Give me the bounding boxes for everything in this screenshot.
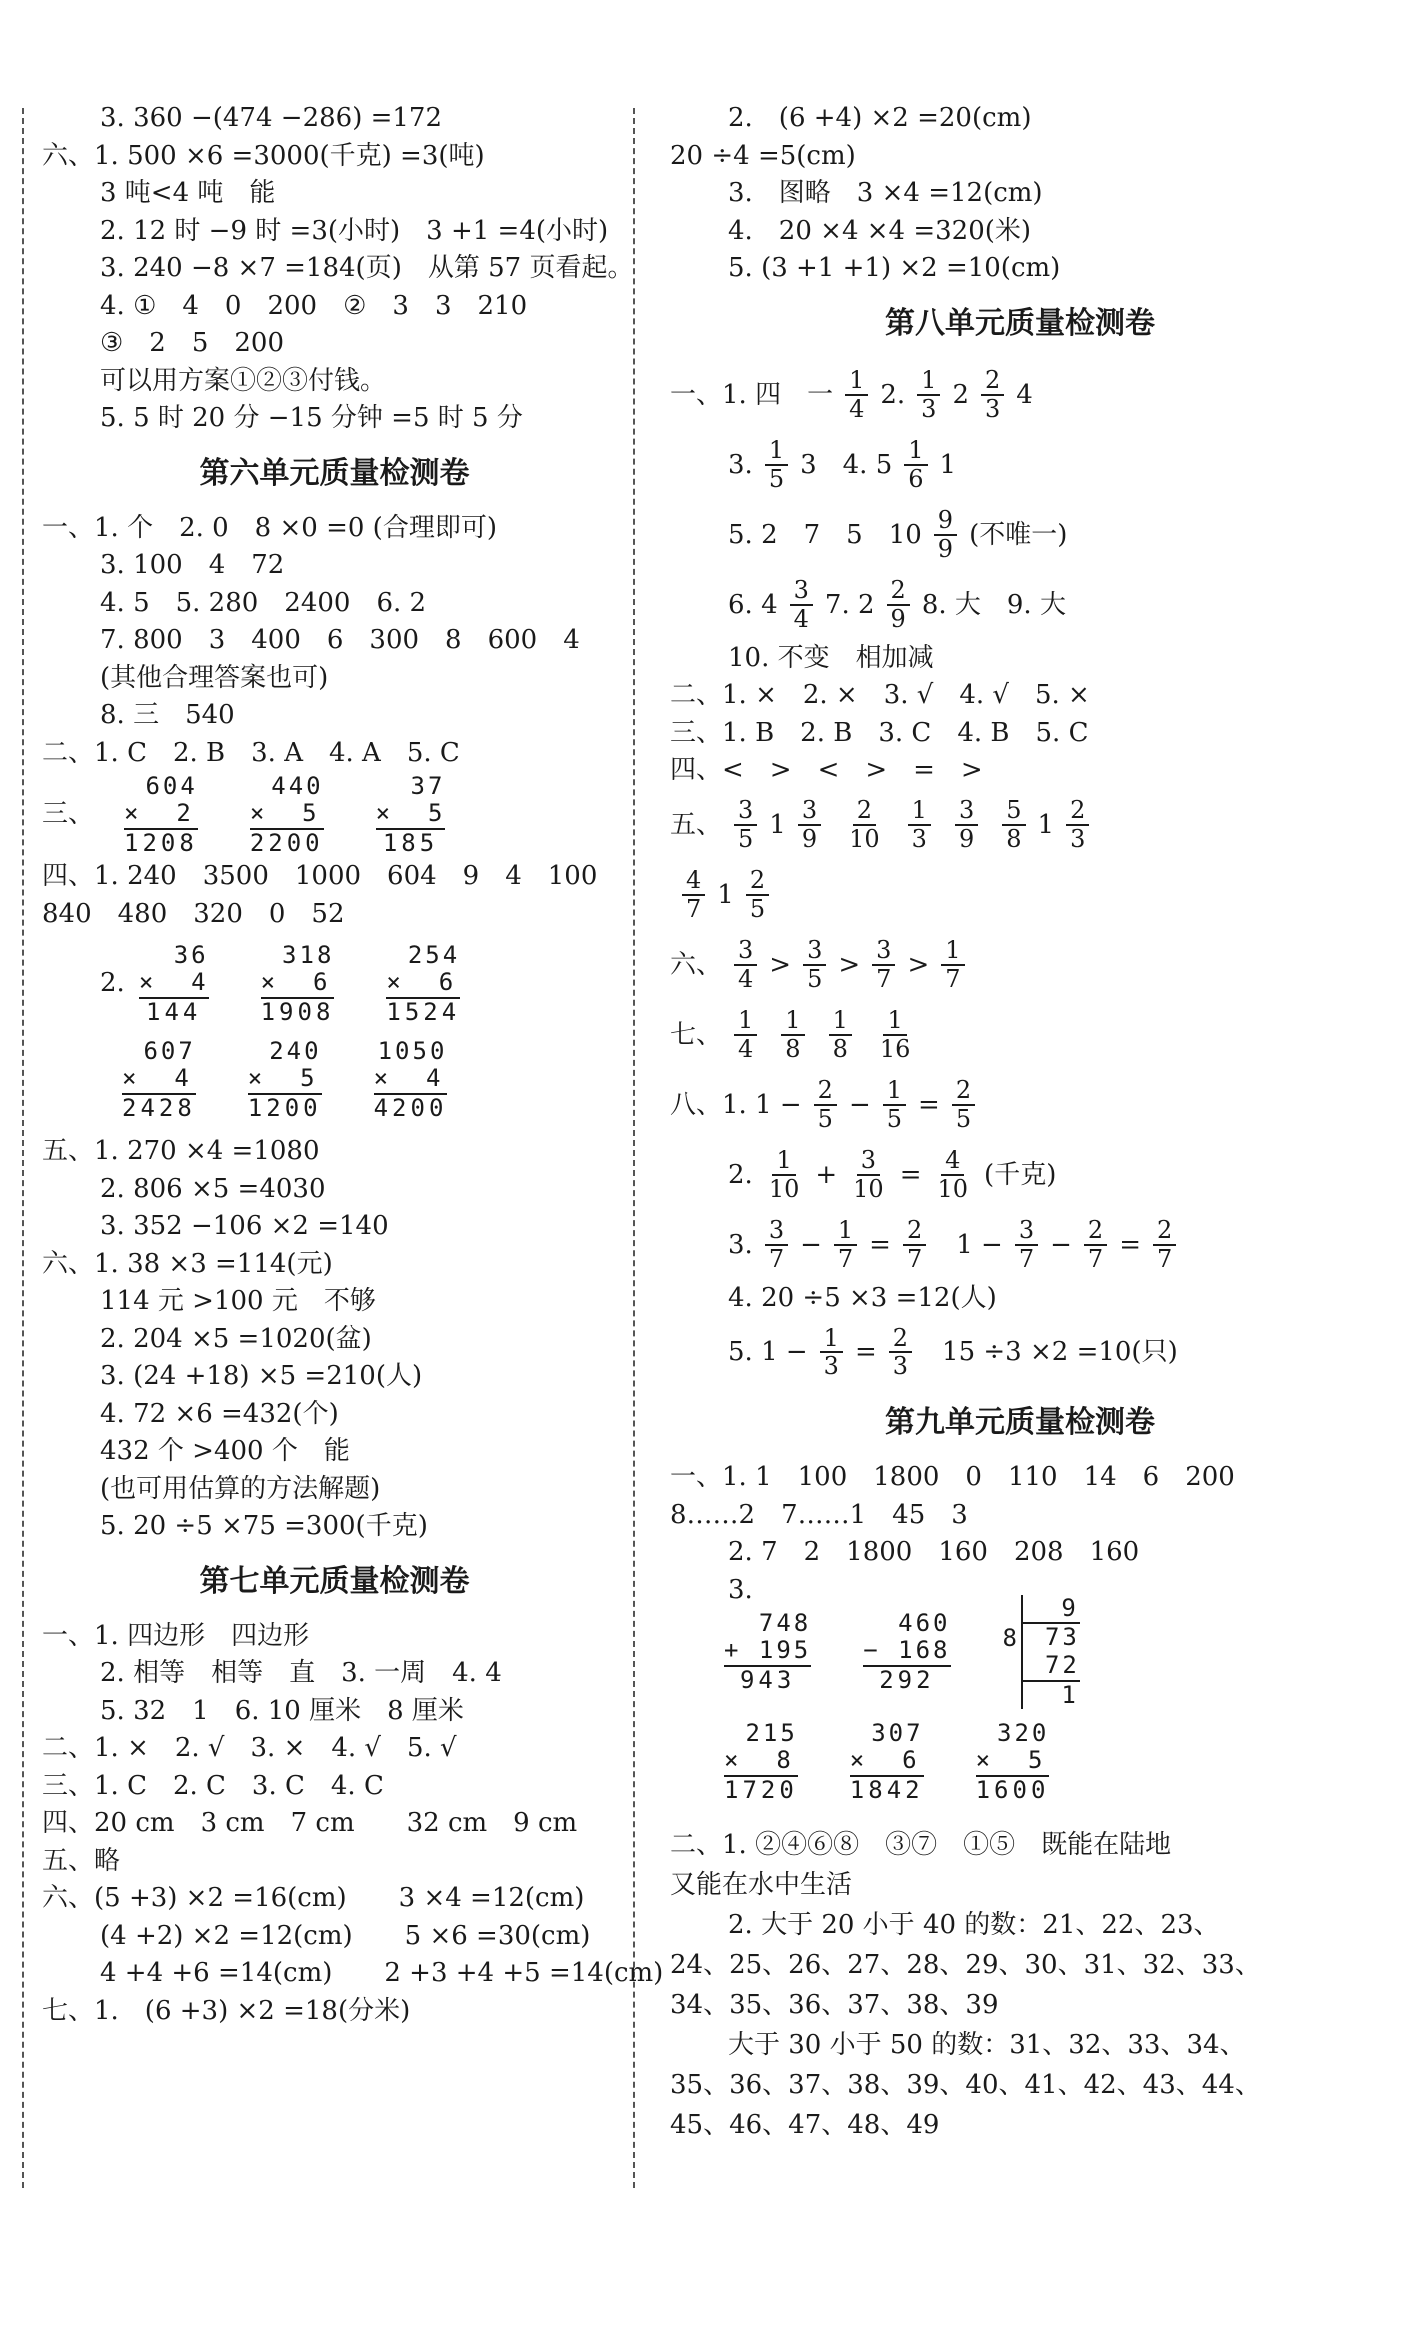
vertical-calculation: 440 × 5 2200 [249, 771, 324, 857]
right-column [670, 100, 1370, 2145]
answer-line: 六、(5 +3) ×2 =16(cm) 3 ×4 =12(cm) [42, 1883, 585, 1913]
vertical-calculation: 607 × 4 2428 [122, 1036, 196, 1122]
answer-line: 5. (3 +1 +1) ×2 =10(cm) [728, 253, 1061, 283]
answer-line: 4 7 1 2 5 [670, 860, 1370, 930]
answer-line: 七、 1 4 1 8 1 8 1 16 [670, 1000, 1370, 1070]
fraction: $\frac{1}{5}$ [883, 1077, 906, 1132]
fraction: 1 4 [845, 367, 868, 422]
fraction: 1 3 [917, 367, 940, 422]
answer-line: 2. 12 时 −9 时 =3(小时) 3 +1 =4(小时) [100, 215, 609, 246]
fraction: $\frac{3}{10}$ [853, 1146, 884, 1203]
answer-line: 3. 360 −(474 −286) =172 [100, 103, 443, 133]
vertical-calculation: 240 × 5 1200 [247, 1036, 322, 1122]
answer-line: 二、1. C 2. B 3. A 4. A 5. C [42, 737, 460, 768]
answer-line: 3. 1 5 3 4. 5 1 6 1 [728, 436, 957, 493]
answer-line: 4. 20 ÷5 ×3 =12(人) [728, 1282, 997, 1313]
vertical-calculation: 320 × 5 1600 [975, 1718, 1050, 1804]
fraction: $\frac{1}{7}$ [834, 1217, 857, 1272]
fraction: 1 10 [768, 1146, 800, 1203]
answer-line: 840 480 320 0 52 [42, 898, 345, 929]
answer-line: 五、略 [42, 1845, 121, 1876]
fraction: $\frac{2}{7}$ [1153, 1217, 1176, 1272]
answer-line: 3. [728, 1574, 753, 1605]
fraction: $\frac{3}{7}$ [1015, 1217, 1038, 1272]
answer-line: 五、1. 270 ×4 =1080 [42, 1136, 320, 1166]
vertical-calc-row [42, 941, 627, 1027]
fraction: $\frac{2}{7}$ [903, 1217, 926, 1272]
answer-line: 一、1. 四边形 四边形 [42, 1620, 310, 1651]
fraction: $\frac{4}{10}$ [937, 1146, 969, 1203]
answer-line: 3. 3 7 − $\frac{1}{7}$ = $\frac{2}{7}$ 1 − $\frac{3}{7}$ − $\frac{2}{7}$ = $\frac{2}{7}$ [670, 1210, 1370, 1280]
fraction: 3 4 [734, 937, 757, 992]
answer-line: 4. 72 ×6 =432(个) [100, 1398, 339, 1429]
answer-line: 二、1. ②④⑥⑧ ③⑦ ①⑤ 既能在陆地 [670, 1830, 1172, 1860]
answer-line: 四、< > < > = > [670, 755, 983, 785]
answer-line: 五、 3 5 1 3 9 2 10 1 3 3 9 5 8 1 2 3 [670, 790, 1370, 860]
left-margin-line [22, 108, 24, 2188]
fraction: 2 3 [1066, 797, 1089, 852]
answer-line: 二、1. × 2. √ 3. × 4. √ 5. √ [42, 1733, 457, 1763]
fraction: 1 4 [734, 1007, 757, 1062]
answer-line: 5. 32 1 6. 10 厘米 8 厘米 [100, 1695, 464, 1726]
section-title-unit6: 第六单元质量检测卷 [199, 455, 470, 491]
answer-line: 4. 20 ×4 ×4 =320(米) [728, 215, 1032, 246]
answer-line: 一、1. 1 100 1800 0 110 14 6 200 [670, 1462, 1235, 1492]
fraction: 2 3 [981, 367, 1004, 422]
section-title-unit7: 第七单元质量检测卷 [199, 1563, 470, 1599]
answer-line: 114 元 >100 元 不够 [100, 1286, 376, 1316]
fraction: 2 9 [887, 577, 910, 632]
answer-line: 七、1. (6 +3) ×2 =18(分米) [42, 1995, 411, 2026]
answer-line: 5. 2 7 5 10 9 9 (不唯一) [728, 506, 1068, 563]
answer-line: (其他合理答案也可) [100, 662, 329, 693]
answer-line: 6. 4 3 4 7. 2 2 9 8. 大 9. 大 [728, 576, 1066, 633]
answer-line: (也可用估算的方法解题) [100, 1473, 381, 1504]
fraction: 3 5 [803, 937, 826, 992]
vertical-calculation: 215 × 8 1720 [724, 1718, 798, 1804]
fraction: 2 10 [849, 796, 880, 853]
vertical-calc-row [42, 772, 627, 858]
answer-line: 20 ÷4 =5(cm) [670, 140, 856, 171]
fraction: 1 5 [765, 437, 788, 492]
fraction: 4 7 [682, 867, 705, 922]
vertical-calculation: 307 × 6 1842 [849, 1718, 924, 1804]
vertical-calculation: 37 × 5 185 [375, 771, 446, 857]
fraction: 9 9 [934, 507, 957, 562]
vertical-calculation: 318 × 6 1908 [260, 940, 335, 1026]
left-column [42, 100, 664, 2030]
vertical-calc-row [42, 1037, 627, 1123]
vertical-calculation: 604 × 2 1208 [124, 771, 198, 857]
answer-line: 二、1. × 2. × 3. √ 4. √ 5. × [670, 680, 1090, 710]
vertical-calculation: 1050 × 4 4200 [373, 1036, 448, 1122]
fraction: $\frac{2}{7}$ [1084, 1217, 1107, 1272]
answer-line: 八、1. 1 − $\frac{2}{5}$ − $\frac{1}{5}$ = $\frac{2}{5}$ [670, 1070, 1370, 1140]
answer-line: 三、1. C 2. C 3. C 4. C [42, 1770, 384, 1801]
answer-line: 四、1. 240 3500 1000 604 9 4 100 [42, 861, 598, 891]
answer-line: 24、25、26、27、28、29、30、31、32、33、 [670, 1950, 1261, 1980]
fraction: 1 8 [781, 1007, 804, 1062]
answer-line: 35、36、37、38、39、40、41、42、43、44、 [670, 2070, 1261, 2100]
fraction: 1 7 [941, 937, 964, 992]
fraction: 3 7 [765, 1217, 788, 1272]
fraction: $\frac{2}{5}$ [814, 1077, 837, 1132]
long-division: 8 9 73 72 1 [1002, 1593, 1080, 1709]
answer-line: 可以用方案①②③付钱。 [100, 365, 387, 396]
answer-line: 2. 大于 20 小于 40 的数：21、22、23、 [728, 1910, 1220, 1940]
answer-line: 4. 5 5. 280 2400 6. 2 [100, 587, 427, 618]
answer-line: ③ 2 5 200 [100, 328, 285, 358]
answer-line: 3 吨<4 吨 能 [100, 178, 276, 208]
answer-line: 六、1. 38 ×3 =114(元) [42, 1248, 333, 1279]
fraction: $\frac{2}{3}$ [889, 1325, 912, 1380]
fraction: 5 8 [1002, 797, 1025, 852]
answer-line: 45、46、47、48、49 [670, 2110, 940, 2140]
answer-line: 3. 352 −106 ×2 =140 [100, 1211, 389, 1241]
answer-line: 5. 5 时 20 分 −15 分钟 =5 时 5 分 [100, 403, 523, 433]
answer-line: 2. 相等 相等 直 3. 一周 4. 4 [100, 1658, 502, 1688]
answer-line: 六、 3 4 > 3 5 > 3 7 > 1 7 [670, 930, 1370, 1000]
fraction: 1 16 [879, 1006, 911, 1063]
vertical-calculation: 748 + 195 943 [724, 1608, 812, 1694]
section-title-unit8: 第八单元质量检测卷 [885, 305, 1155, 341]
vertical-calc-row [670, 1593, 1370, 1709]
answer-line: 2. 1 10 + $\frac{3}{10}$ = $\frac{4}{10}$ (千克) [728, 1146, 1057, 1203]
section-title-unit9: 第九单元质量检测卷 [885, 1405, 1155, 1440]
answer-line: 2. (6 +4) ×2 =20(cm) [728, 103, 1032, 133]
vertical-calc-row [670, 1719, 1370, 1805]
answer-line: 四、20 cm 3 cm 7 cm 32 cm 9 cm [42, 1808, 578, 1838]
fraction: 2 5 [746, 867, 769, 922]
answer-line: 3. 图略 3 ×4 =12(cm) [728, 178, 1043, 208]
item-label: 2. [100, 968, 125, 999]
vertical-calculation: 460 − 168 292 [863, 1608, 951, 1694]
answer-line: 8……2 7……1 45 3 [670, 1499, 968, 1530]
answer-line: 34、35、36、37、38、39 [670, 1990, 999, 2020]
fraction: 3 7 [872, 937, 895, 992]
answer-line: (4 +2) ×2 =12(cm) 5 ×6 =30(cm) [100, 1920, 591, 1951]
answer-line: 10. 不变 相加减 [728, 642, 934, 673]
answer-line: 大于 30 小于 50 的数：31、32、33、34、 [728, 2030, 1246, 2060]
answer-line: 一、1. 个 2. 0 8 ×0 =0 (合理即可) [42, 512, 497, 543]
vertical-calculation: 36 × 4 144 [138, 940, 209, 1026]
answer-line: 三、1. B 2. B 3. C 4. B 5. C [670, 717, 1089, 748]
answer-line: 2. 204 ×5 =1020(盆) [100, 1323, 372, 1354]
fraction: 1 6 [904, 437, 927, 492]
answer-line: 7. 800 3 400 6 300 8 600 4 [100, 625, 580, 655]
fraction: 3 9 [798, 797, 821, 852]
fraction: 3 9 [955, 797, 978, 852]
answer-line: 3. (24 +18) ×5 =210(人) [100, 1361, 423, 1391]
fraction: $\frac{1}{3}$ [820, 1325, 843, 1380]
answer-line: 5. 1 − $\frac{1}{3}$ = $\frac{2}{3}$ 15 ÷3 ×2 =10(只) [728, 1323, 1178, 1380]
answer-line: 8. 三 540 [100, 700, 235, 730]
answer-line: 3. 240 −8 ×7 =184(页) 从第 57 页看起。 [100, 253, 634, 283]
answer-line: 2. 806 ×5 =4030 [100, 1173, 326, 1204]
answer-line: 5. 20 ÷5 ×75 =300(千克) [100, 1511, 428, 1541]
answer-line: 六、1. 500 ×6 =3000(千克) =3(吨) [42, 140, 485, 171]
answer-line: 2. 7 2 1800 160 208 160 [728, 1537, 1140, 1567]
fraction: 1 8 [829, 1007, 852, 1062]
answer-line: 432 个 >400 个 能 [100, 1436, 350, 1466]
answer-line: 3. 100 4 72 [100, 550, 285, 580]
vertical-calculation: 254 × 6 1524 [386, 940, 461, 1026]
answer-line: 又能在水中生活 [670, 1870, 853, 1900]
fraction: 1 3 [908, 797, 931, 852]
answer-line: 4 +4 +6 =14(cm) 2 +3 +4 +5 =14(cm) [100, 1958, 664, 1988]
item-label: 三、 [42, 799, 95, 830]
fraction: $\frac{2}{5}$ [952, 1077, 975, 1132]
column-divider [633, 108, 635, 2188]
fraction: 3 4 [790, 577, 813, 632]
answer-line: 一、1. 四 一 1 4 2. 1 3 2 2 3 4 [670, 366, 1033, 423]
fraction: 3 5 [734, 797, 757, 852]
answer-line: 4. ① 4 0 200 ② 3 3 210 [100, 290, 528, 321]
